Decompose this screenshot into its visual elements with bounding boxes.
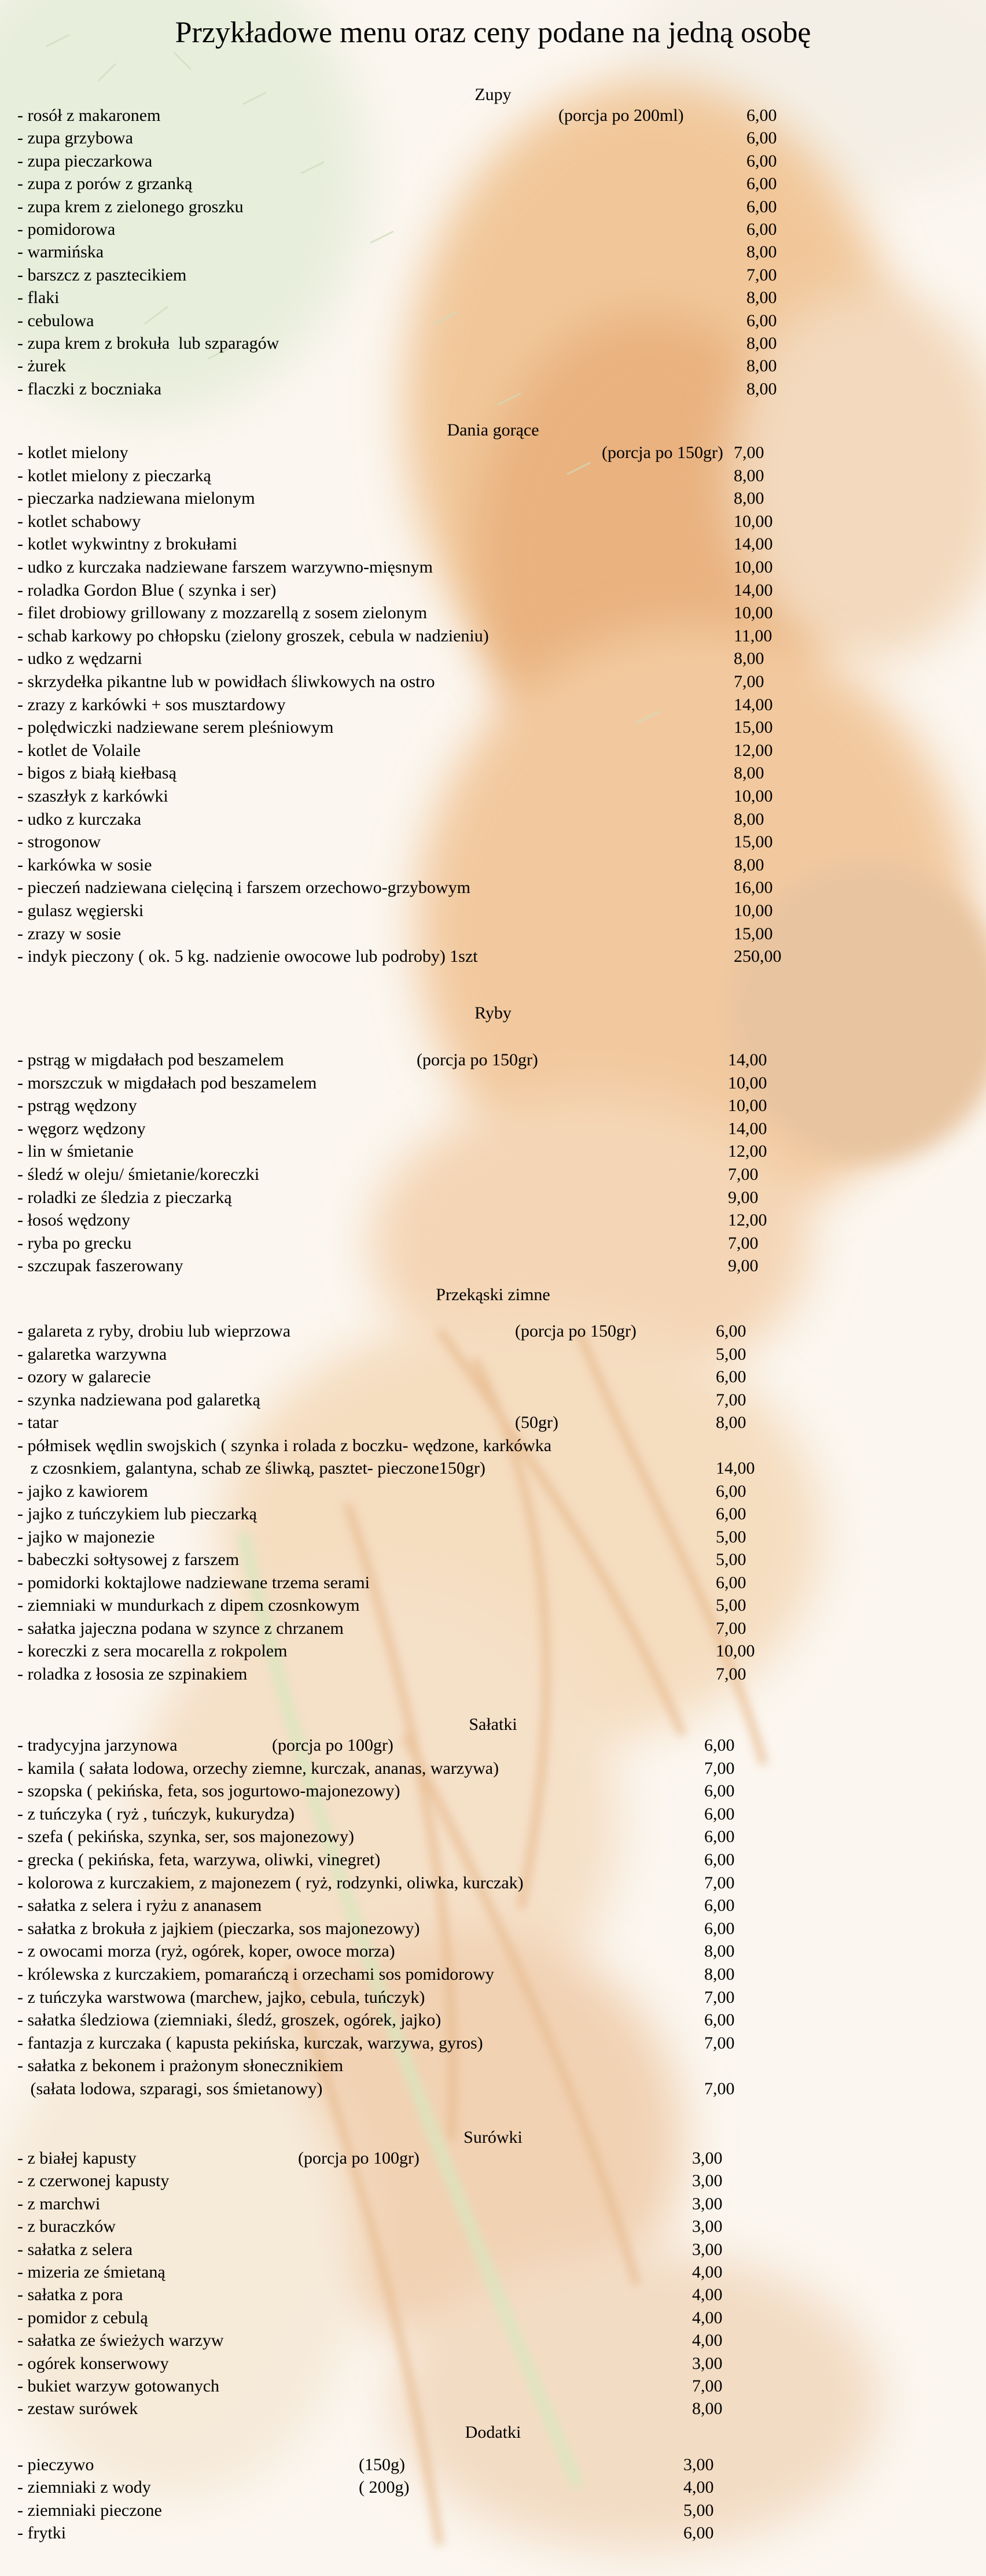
- menu-item-price: 8,00: [746, 379, 777, 398]
- menu-item-price: 16,00: [734, 878, 773, 898]
- menu-item-price: 6,00: [704, 1781, 735, 1801]
- menu-item: [17, 1117, 827, 1141]
- menu-item-name: - pstrąg w migdałach pod beszamelem: [17, 1050, 284, 1069]
- menu-item: [17, 332, 827, 355]
- menu-item: [17, 1503, 827, 1526]
- menu-item-name: - z owocami morza (ryż, ogórek, koper, owoce morza): [17, 1942, 395, 1961]
- menu-item-name: - ryba po grecku: [17, 1233, 132, 1253]
- menu-item: [17, 2499, 827, 2522]
- menu-item-price: 7,00: [704, 1758, 735, 1778]
- menu-item-price: 10,00: [734, 603, 773, 623]
- menu-item-price: 8,00: [746, 242, 777, 262]
- menu-item: [17, 1803, 827, 1826]
- menu-item: [17, 355, 827, 378]
- menu-item-price: 6,00: [704, 1850, 735, 1869]
- menu-item-portion: (porcja po 100gr): [272, 1736, 393, 1755]
- menu-item-price: 8,00: [734, 763, 764, 783]
- menu-item-portion: ( 200g): [359, 2478, 410, 2497]
- menu-item-price: 4,00: [692, 2331, 723, 2350]
- menu-item-name: - szopska ( pekińska, feta, sos jogurtowo-majonezowy): [17, 1781, 400, 1801]
- menu-item-name: - jajko z kawiorem: [17, 1481, 148, 1501]
- menu-item: [17, 2375, 827, 2398]
- menu-item-price: 6,00: [716, 1573, 746, 1592]
- menu-item-name: - szynka nadziewana pod galaretką: [17, 1390, 260, 1409]
- menu-item-price: 7,00: [704, 1987, 735, 2007]
- menu-item-name: - zrazy z karkówki + sos musztardowy: [17, 695, 286, 714]
- menu-item-name: - cebulowa: [17, 311, 94, 330]
- menu-item-name: - tatar: [17, 1413, 58, 1432]
- menu-item-name: z czosnkiem, galantyna, schab ze śliwką, pasztet- pieczone150gr): [17, 1459, 485, 1478]
- menu-item-name: - strogonow: [17, 832, 101, 852]
- menu-item: [17, 127, 827, 150]
- menu-item-price: 7,00: [746, 265, 777, 285]
- menu-item: [17, 2522, 827, 2545]
- menu-item: [17, 1848, 827, 1872]
- menu-item-price: 4,00: [692, 2263, 723, 2282]
- menu-item-name: - szaszłyk z karkówki: [17, 787, 168, 806]
- menu-item-name: - jajko z tuńczykiem lub pieczarką: [17, 1504, 257, 1523]
- menu-item: [17, 2215, 827, 2238]
- menu-item-price: 8,00: [704, 1965, 735, 1984]
- menu-item-price: 6,00: [746, 174, 777, 194]
- menu-item-name: - karkówka w sosie: [17, 855, 152, 874]
- menu-item-name: - polędwiczki nadziewane serem pleśniowym: [17, 718, 334, 737]
- menu-item-name: - ziemniaki w mundurkach z dipem czosnkowym: [17, 1596, 360, 1615]
- menu-item-name: - tradycyjna jarzynowa: [17, 1736, 178, 1755]
- menu-item: [17, 1209, 827, 1232]
- menu-item: [17, 2283, 827, 2306]
- menu-item: [17, 1072, 827, 1095]
- menu-item-name: - koreczki z sera mocarella z rokpolem: [17, 1641, 288, 1660]
- menu-item: [17, 2169, 827, 2193]
- menu-item-name: - udko z wędzarni: [17, 649, 142, 669]
- menu-item-portion: (porcja po 150gr): [515, 1322, 637, 1341]
- menu-item: [17, 876, 827, 899]
- menu-item-name: - flaczki z boczniaka: [17, 379, 162, 398]
- menu-item-name: - kotlet wykwintny z brokułami: [17, 534, 237, 554]
- menu-item-name: - sałatka z bekonem i prażonym słonecznikiem: [17, 2056, 344, 2076]
- menu-item-name: - z białej kapusty: [17, 2149, 137, 2168]
- menu-item-name: - galareta z ryby, drobiu lub wieprzowa: [17, 1322, 291, 1341]
- menu-item-price: 3,00: [692, 2149, 723, 2168]
- menu-item-price: 6,00: [704, 2010, 735, 2030]
- menu-item-portion: (porcja po 150gr): [602, 443, 723, 462]
- menu-item: [17, 716, 827, 739]
- menu-item-price: 9,00: [728, 1256, 759, 1276]
- menu-item-name: - bukiet warzyw gotowanych: [17, 2376, 220, 2396]
- menu-item: [17, 1640, 827, 1663]
- menu-item-name: - jajko w majonezie: [17, 1527, 155, 1547]
- menu-item-price: 6,00: [704, 1736, 735, 1755]
- menu-item-name: - warmińska: [17, 242, 104, 262]
- menu-item: [17, 1320, 827, 1343]
- menu-item-price: 10,00: [734, 787, 773, 806]
- menu-item-name: - kolorowa z kurczakiem, z majonezem ( ryż, rodzynki, oliwka, kurczak): [17, 1873, 524, 1892]
- menu-item-name: - półmisek wędlin swojskich ( szynka i rolada z boczku- wędzone, karkówka: [17, 1435, 552, 1455]
- menu-item-price: 3,00: [692, 2353, 723, 2373]
- menu-item-price: 14,00: [716, 1459, 755, 1478]
- menu-item-price: 5,00: [716, 1596, 746, 1615]
- menu-item: [17, 286, 827, 309]
- menu-item-price: 6,00: [683, 2523, 714, 2543]
- menu-item-name: - mizeria ze śmietaną: [17, 2263, 165, 2282]
- menu-item: [17, 739, 827, 762]
- menu-item-price: 8,00: [746, 334, 777, 353]
- menu-item: [17, 1594, 827, 1617]
- menu-item-name: - grecka ( pekińska, feta, warzywa, oliwki, vinegret): [17, 1850, 381, 1869]
- menu-item: [17, 1186, 827, 1209]
- menu-item-name: - gulasz węgierski: [17, 901, 144, 920]
- menu-item: [17, 172, 827, 195]
- menu-item: [17, 195, 827, 219]
- menu-item-name: - sałatka z selera i ryżu z ananasem: [17, 1896, 262, 1916]
- menu-item-name: - barszcz z pasztecikiem: [17, 265, 187, 285]
- menu-item: [17, 1571, 827, 1595]
- section-title-zupy: Zupy: [474, 85, 512, 104]
- menu-item-price: 10,00: [716, 1641, 755, 1660]
- menu-item: [17, 945, 827, 968]
- menu-item-price: 3,00: [683, 2455, 714, 2474]
- menu-item: [17, 854, 827, 877]
- menu-item-price: 7,00: [704, 2033, 735, 2053]
- menu-item-price: 10,00: [728, 1073, 767, 1093]
- menu-item-price: 7,00: [728, 1233, 759, 1253]
- menu-item-name: - galaretka warzywna: [17, 1344, 167, 1364]
- menu-item-price: 15,00: [734, 924, 773, 943]
- menu-item-price: 3,00: [692, 2171, 723, 2191]
- menu-item-price: 250,00: [734, 947, 782, 966]
- menu-item-name: - kotlet mielony z pieczarką: [17, 466, 211, 485]
- menu-item-price: 8,00: [734, 466, 764, 485]
- menu-item: [17, 464, 827, 488]
- menu-item-name: - indyk pieczony ( ok. 5 kg. nadzienie owocowe lub podroby) 1szt: [17, 947, 478, 966]
- menu-item-portion: (porcja po 200ml): [558, 106, 684, 125]
- menu-item-name: - szefa ( pekińska, szynka, ser, sos majonezowy): [17, 1827, 354, 1847]
- menu-item-name: - pomidor z cebulą: [17, 2308, 148, 2327]
- menu-item-price: 8,00: [734, 649, 764, 669]
- menu-item-price: 6,00: [746, 151, 777, 171]
- menu-item: [17, 899, 827, 922]
- menu-item-name: - rosół z makaronem: [17, 106, 161, 125]
- menu-item-name: - zupa grzybowa: [17, 128, 133, 148]
- menu-item-price: 8,00: [716, 1413, 746, 1432]
- menu-item: [17, 1894, 827, 1917]
- menu-item: [17, 647, 827, 670]
- menu-item-name: - pstrąg wędzony: [17, 1096, 137, 1116]
- menu-item: [17, 1049, 827, 1072]
- menu-item: [17, 2009, 827, 2032]
- menu-item: [17, 670, 827, 693]
- menu-item-price: 8,00: [692, 2399, 723, 2419]
- menu-item-name: - łosoś wędzony: [17, 1211, 130, 1230]
- menu-item-name: - kotlet de Volaile: [17, 740, 141, 760]
- menu-item-price: 6,00: [704, 1918, 735, 1938]
- menu-item: [17, 1389, 827, 1412]
- menu-item: [17, 831, 827, 854]
- menu-item-price: 10,00: [734, 558, 773, 577]
- menu-item-name: - z buraczków: [17, 2217, 116, 2237]
- menu-item: [17, 2077, 827, 2101]
- menu-item-price: 7,00: [692, 2376, 723, 2396]
- menu-item-name: - filet drobiowy grillowany z mozzarellą z sosem zielonym: [17, 603, 428, 623]
- menu-item: [17, 2352, 827, 2375]
- menu-item-name: - śledź w oleju/ śmietanie/koreczki: [17, 1165, 260, 1184]
- menu-item-price: 6,00: [746, 311, 777, 330]
- menu-item: [17, 1480, 827, 1503]
- menu-item: [17, 378, 827, 401]
- menu-item-name: - sałatka z pora: [17, 2285, 123, 2305]
- menu-item-name: - morszczuk w migdałach pod beszamelem: [17, 1073, 317, 1093]
- menu-item-name: - zrazy w sosie: [17, 924, 122, 943]
- menu-item-price: 5,00: [716, 1550, 746, 1569]
- menu-item-name: - roladka Gordon Blue ( szynka i ser): [17, 580, 277, 600]
- menu-item: [17, 309, 827, 333]
- menu-item-price: 6,00: [704, 1896, 735, 1916]
- menu-item: [17, 762, 827, 785]
- menu-item: [17, 104, 827, 127]
- menu-item: [17, 441, 827, 464]
- menu-item-name: - królewska z kurczakiem, pomarańczą i orzechami sos pomidorowy: [17, 1965, 494, 1984]
- menu-item: [17, 808, 827, 831]
- menu-item-price: 10,00: [734, 511, 773, 531]
- page-title: Przykładowe menu oraz ceny podane na jedną osobę: [175, 16, 811, 49]
- menu-item-name: - roladka z łososia ze szpinakiem: [17, 1664, 248, 1684]
- menu-item: [17, 1963, 827, 1986]
- menu-item-price: 14,00: [734, 534, 773, 554]
- menu-item-price: 9,00: [728, 1187, 759, 1207]
- menu-item-name: - szczupak faszerowany: [17, 1256, 183, 1276]
- menu-item: [17, 693, 827, 717]
- menu-item-name: - sałatka z selera: [17, 2239, 133, 2259]
- menu-item-name: - zestaw surówek: [17, 2399, 138, 2419]
- menu-item-name: - ogórek konserwowy: [17, 2353, 169, 2373]
- menu-item-name: - lin w śmietanie: [17, 1142, 134, 1161]
- menu-item: [17, 264, 827, 287]
- menu-item-name: - pieczywo: [17, 2455, 94, 2474]
- menu-item-name: - ziemniaki z wody: [17, 2478, 151, 2497]
- menu-item: [17, 1434, 827, 1457]
- menu-item: [17, 2329, 827, 2352]
- menu-item-price: 14,00: [734, 695, 773, 714]
- menu-item: [17, 1232, 827, 1255]
- menu-item-name: (sałata lodowa, szparagi, sos śmietanowy): [17, 2079, 323, 2098]
- menu-item-name: - skrzydełka pikantne lub w powidłach śliwkowych na ostro: [17, 672, 435, 691]
- menu-item-name: - babeczki sołtysowej z farszem: [17, 1550, 240, 1569]
- menu-item-price: 11,00: [734, 626, 772, 645]
- menu-item: [17, 487, 827, 510]
- menu-item-name: - z tuńczyka ( ryż , tuńczyk, kukurydza): [17, 1804, 295, 1824]
- menu-item: [17, 579, 827, 602]
- menu-item-price: 8,00: [704, 1942, 735, 1961]
- menu-item-portion: (porcja po 150gr): [417, 1050, 538, 1069]
- menu-item-price: 6,00: [746, 106, 777, 125]
- menu-item: [17, 2453, 827, 2477]
- menu-item: [17, 1365, 827, 1389]
- menu-item-price: 15,00: [734, 832, 773, 852]
- menu-item-price: 8,00: [734, 855, 764, 874]
- menu-item: [17, 2147, 827, 2170]
- menu-item: [17, 1734, 827, 1757]
- menu-item: [17, 510, 827, 533]
- menu-item: [17, 1825, 827, 1848]
- menu-item-price: 6,00: [716, 1367, 746, 1386]
- menu-item-name: - kotlet schabowy: [17, 511, 141, 531]
- menu-item-price: 3,00: [692, 2239, 723, 2259]
- menu-item: [17, 1663, 827, 1686]
- menu-item: [17, 1140, 827, 1163]
- menu-item-name: - flaki: [17, 288, 60, 308]
- menu-item-price: 6,00: [716, 1504, 746, 1523]
- menu-item-price: 4,00: [692, 2308, 723, 2327]
- menu-item-name: - żurek: [17, 356, 67, 376]
- menu-item: [17, 241, 827, 264]
- menu-item-price: 7,00: [716, 1618, 746, 1638]
- section-title-dodatki: Dodatki: [465, 2423, 521, 2442]
- menu-item: [17, 1343, 827, 1366]
- menu-item-price: 7,00: [734, 672, 764, 691]
- section-title-surowki: Surówki: [463, 2128, 523, 2147]
- menu-item-name: - zupa krem z brokuła lub szparagów: [17, 334, 279, 353]
- menu-item: [17, 1917, 827, 1940]
- menu-item: [17, 785, 827, 808]
- menu-item-price: 14,00: [728, 1050, 767, 1069]
- section-title-ryby: Ryby: [474, 1003, 512, 1023]
- menu-item-price: 8,00: [746, 288, 777, 308]
- menu-item-name: - udko z kurczaka: [17, 809, 142, 829]
- menu-item-price: 6,00: [746, 220, 777, 239]
- menu-item-name: - ziemniaki pieczone: [17, 2500, 162, 2520]
- menu-item-price: 8,00: [734, 809, 764, 829]
- menu-item-price: 7,00: [716, 1390, 746, 1409]
- menu-item-name: - schab karkowy po chłopsku (zielony groszek, cebula w nadzieniu): [17, 626, 489, 645]
- menu-item: [17, 2238, 827, 2261]
- menu-item: [17, 1526, 827, 1549]
- menu-item: [17, 625, 827, 648]
- menu-item: [17, 1986, 827, 2009]
- menu-item-portion: (150g): [359, 2455, 405, 2474]
- menu-item-name: - pomidorowa: [17, 220, 116, 239]
- menu-item-name: - sałatka z brokuła z jajkiem (pieczarka, sos majonezowy): [17, 1918, 420, 1938]
- menu-item-price: 7,00: [734, 443, 764, 462]
- menu-item-price: 4,00: [692, 2285, 723, 2305]
- menu-item-name: - roladki ze śledzia z pieczarką: [17, 1187, 232, 1207]
- menu-item: [17, 2032, 827, 2055]
- menu-item-name: - ozory w galarecie: [17, 1367, 151, 1386]
- menu-item: [17, 1617, 827, 1640]
- menu-item-price: 8,00: [746, 356, 777, 376]
- menu-item-name: - sałatka ze świeżych warzyw: [17, 2331, 224, 2350]
- menu-item-price: 6,00: [746, 128, 777, 148]
- menu-item-price: 5,00: [716, 1527, 746, 1547]
- menu-item-name: - udko z kurczaka nadziewane farszem warzywno-mięsnym: [17, 558, 433, 577]
- menu-item-name: - z czerwonej kapusty: [17, 2171, 170, 2191]
- menu-item-portion: (porcja po 100gr): [298, 2149, 420, 2168]
- menu-item-price: 8,00: [734, 489, 764, 508]
- menu-item-price: 6,00: [704, 1804, 735, 1824]
- menu-item-name: - pieczeń nadziewana cielęciną i farszem orzechowo-grzybowym: [17, 878, 470, 898]
- menu-item-name: - sałatka jajeczna podana w szynce z chrzanem: [17, 1618, 344, 1638]
- menu-item: [17, 1094, 827, 1117]
- section-title-dania: Dania gorące: [447, 420, 539, 440]
- menu-item-name: - zupa krem z zielonego groszku: [17, 197, 244, 216]
- menu-item-price: 3,00: [692, 2217, 723, 2237]
- menu-item: [17, 1163, 827, 1186]
- menu-item-price: 10,00: [734, 901, 773, 920]
- menu-item-price: 5,00: [683, 2500, 714, 2520]
- menu-item: [17, 2193, 827, 2216]
- menu-item-price: 3,00: [692, 2194, 723, 2213]
- menu-item-name: - pieczarka nadziewana mielonym: [17, 489, 255, 508]
- menu-item: [17, 1940, 827, 1963]
- menu-item: [17, 2397, 827, 2420]
- menu-item: [17, 922, 827, 946]
- menu-item-price: 14,00: [734, 580, 773, 600]
- menu-item-name: - z tuńczyka warstwowa (marchew, jajko, cebula, tuńczyk): [17, 1987, 425, 2007]
- menu-item-price: 7,00: [728, 1165, 759, 1184]
- menu-item: [17, 2476, 827, 2499]
- menu-item-portion: (50gr): [515, 1413, 558, 1432]
- menu-item-name: - frytki: [17, 2523, 67, 2543]
- menu-item-price: 4,00: [683, 2478, 714, 2497]
- menu-item: [17, 218, 827, 241]
- menu-item: [17, 1757, 827, 1780]
- menu-item-price: 12,00: [728, 1142, 767, 1161]
- menu-item: [17, 2054, 827, 2077]
- menu-item-price: 12,00: [734, 740, 773, 760]
- menu-item-price: 15,00: [734, 718, 773, 737]
- menu-item: [17, 1411, 827, 1434]
- menu-item-price: 7,00: [704, 1873, 735, 1892]
- menu-item: [17, 2306, 827, 2330]
- menu-item-name: - fantazja z kurczaka ( kapusta pekińska, kurczak, warzywa, gyros): [17, 2033, 483, 2053]
- menu-item-name: - kamila ( sałata lodowa, orzechy ziemne, kurczak, ananas, warzywa): [17, 1758, 499, 1778]
- menu-item-price: 7,00: [716, 1664, 746, 1684]
- menu-item: [17, 1780, 827, 1803]
- menu-item-name: - z marchwi: [17, 2194, 101, 2213]
- menu-item-price: 6,00: [704, 1827, 735, 1847]
- menu-item: [17, 1457, 827, 1480]
- menu-item-price: 5,00: [716, 1344, 746, 1364]
- menu-item-price: 12,00: [728, 1211, 767, 1230]
- menu-item-name: - pomidorki koktajlowe nadziewane trzema serami: [17, 1573, 370, 1592]
- menu-item-name: - zupa z porów z grzanką: [17, 174, 193, 194]
- menu-item-name: - węgorz wędzony: [17, 1119, 146, 1138]
- menu-item-price: 6,00: [746, 197, 777, 216]
- section-title-salatki: Sałatki: [469, 1715, 517, 1734]
- menu-item-price: 6,00: [716, 1322, 746, 1341]
- menu-item: [17, 1548, 827, 1571]
- menu-item: [17, 2261, 827, 2284]
- menu-item-price: 7,00: [704, 2079, 735, 2098]
- menu-item: [17, 533, 827, 556]
- menu-item-name: - zupa pieczarkowa: [17, 151, 153, 171]
- menu-item: [17, 601, 827, 625]
- menu-item-name: - kotlet mielony: [17, 443, 128, 462]
- menu-item: [17, 150, 827, 173]
- menu-item-price: 10,00: [728, 1096, 767, 1116]
- menu-item: [17, 556, 827, 579]
- menu-item-name: - sałatka śledziowa (ziemniaki, śledź, groszek, ogórek, jajko): [17, 2010, 442, 2030]
- section-title-przekaski: Przekąski zimne: [436, 1285, 550, 1304]
- menu-item-name: - bigos z białą kiełbasą: [17, 763, 176, 783]
- menu-item: [17, 1254, 827, 1278]
- menu-item-price: 6,00: [716, 1481, 746, 1501]
- menu-item: [17, 1872, 827, 1895]
- menu-item-price: 14,00: [728, 1119, 767, 1138]
